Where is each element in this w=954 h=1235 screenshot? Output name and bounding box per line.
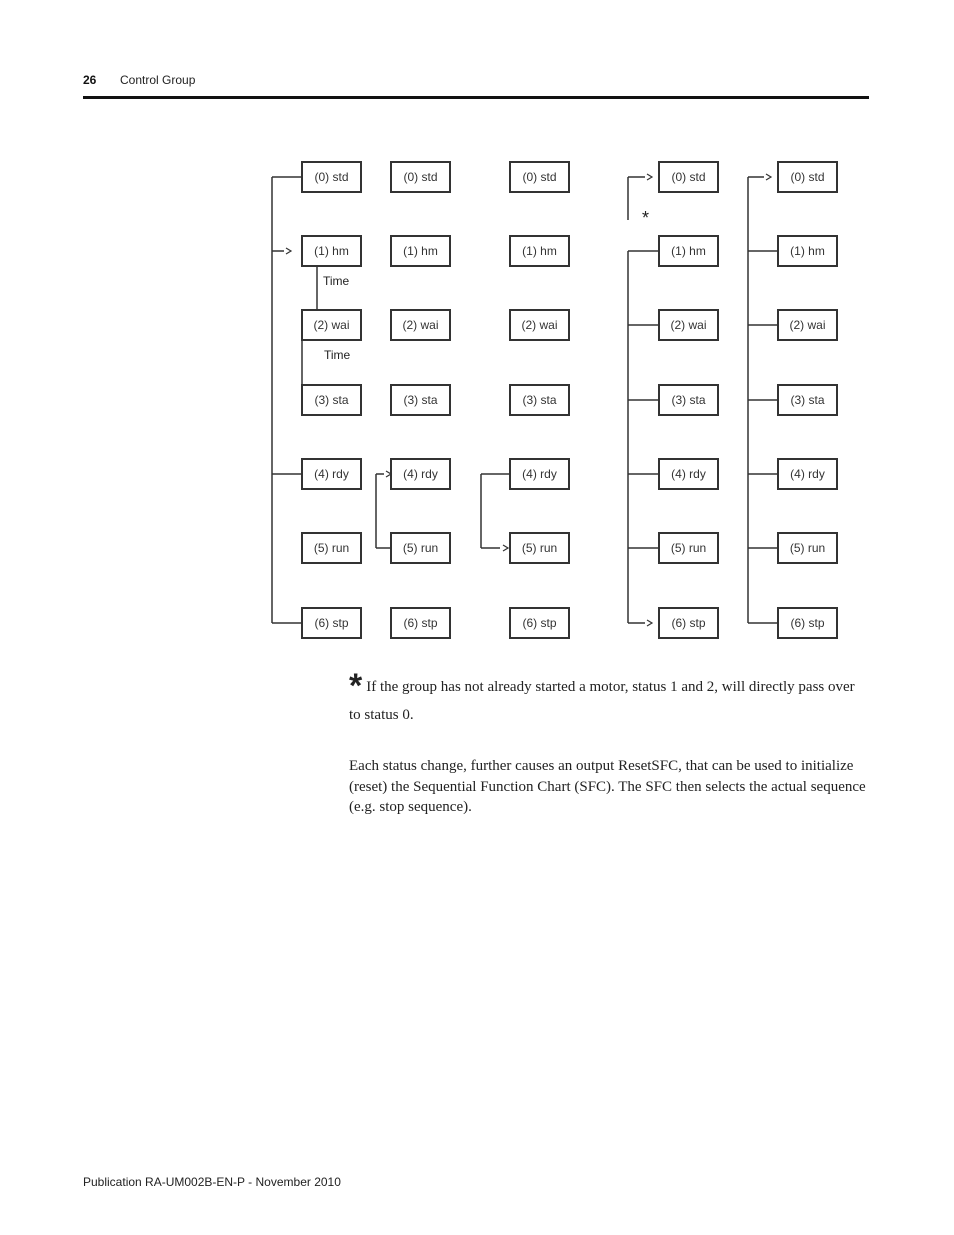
footer-publication: Publication RA-UM002B-EN-P - November 2010 — [83, 1175, 341, 1189]
state-label: (1) hm — [314, 244, 349, 258]
state-label: (2) wai — [670, 318, 707, 332]
state-label: (5) run — [402, 541, 439, 555]
state-label: (2) wai — [402, 318, 439, 332]
diagram-asterisk: * — [642, 208, 650, 228]
state-label: (3) sta — [403, 393, 438, 407]
state-label: (1) hm — [522, 244, 557, 258]
state-label: (4) rdy — [522, 467, 557, 481]
asterisk-note — [349, 667, 869, 729]
state-label: (3) sta — [314, 393, 349, 407]
state-label: (4) rdy — [403, 467, 438, 481]
state-label: (5) run — [789, 541, 826, 555]
state-label: (4) rdy — [790, 467, 825, 481]
state-label: (6) stp — [671, 616, 706, 630]
state-label: (0) std — [403, 170, 438, 184]
state-label: (6) stp — [403, 616, 438, 630]
section-title: Control Group — [120, 73, 196, 87]
body-paragraph: Each status change, further causes an output ResetSFC, that can be used to initialize (reset) the Sequential Function Chart (SFC). The SFC then selects the actual sequence (e.g. stop sequence). — [349, 758, 866, 815]
state-label: (1) hm — [671, 244, 706, 258]
state-label: (2) wai — [521, 318, 558, 332]
state-label: (1) hm — [790, 244, 825, 258]
state-label: (4) rdy — [314, 467, 349, 481]
state-label: (1) hm — [403, 244, 438, 258]
state-label: (4) rdy — [671, 467, 706, 481]
state-label: (2) wai — [789, 318, 826, 332]
state-label: (3) sta — [522, 393, 557, 407]
state-label: (6) stp — [790, 616, 825, 630]
state-label: (5) run — [670, 541, 707, 555]
note-asterisk: * — [349, 667, 363, 705]
state-label: (0) std — [522, 170, 557, 184]
state-label: (6) stp — [522, 616, 557, 630]
state-label: (0) std — [671, 170, 706, 184]
state-label: (0) std — [790, 170, 825, 184]
state-label: (3) sta — [790, 393, 825, 407]
time-label-1: Time — [323, 274, 350, 288]
state-label: (5) run — [521, 541, 558, 555]
note-text: If the group has not already started a motor, status 1 and 2, will directly pass over to status 0. — [349, 679, 855, 723]
state-label: (2) wai — [313, 318, 350, 332]
state-label: (3) sta — [671, 393, 706, 407]
state-label: (5) run — [313, 541, 350, 555]
state-label: (0) std — [314, 170, 349, 184]
page-number: 26 — [83, 73, 97, 87]
state-label: (6) stp — [314, 616, 349, 630]
time-label-2: Time — [324, 348, 351, 362]
